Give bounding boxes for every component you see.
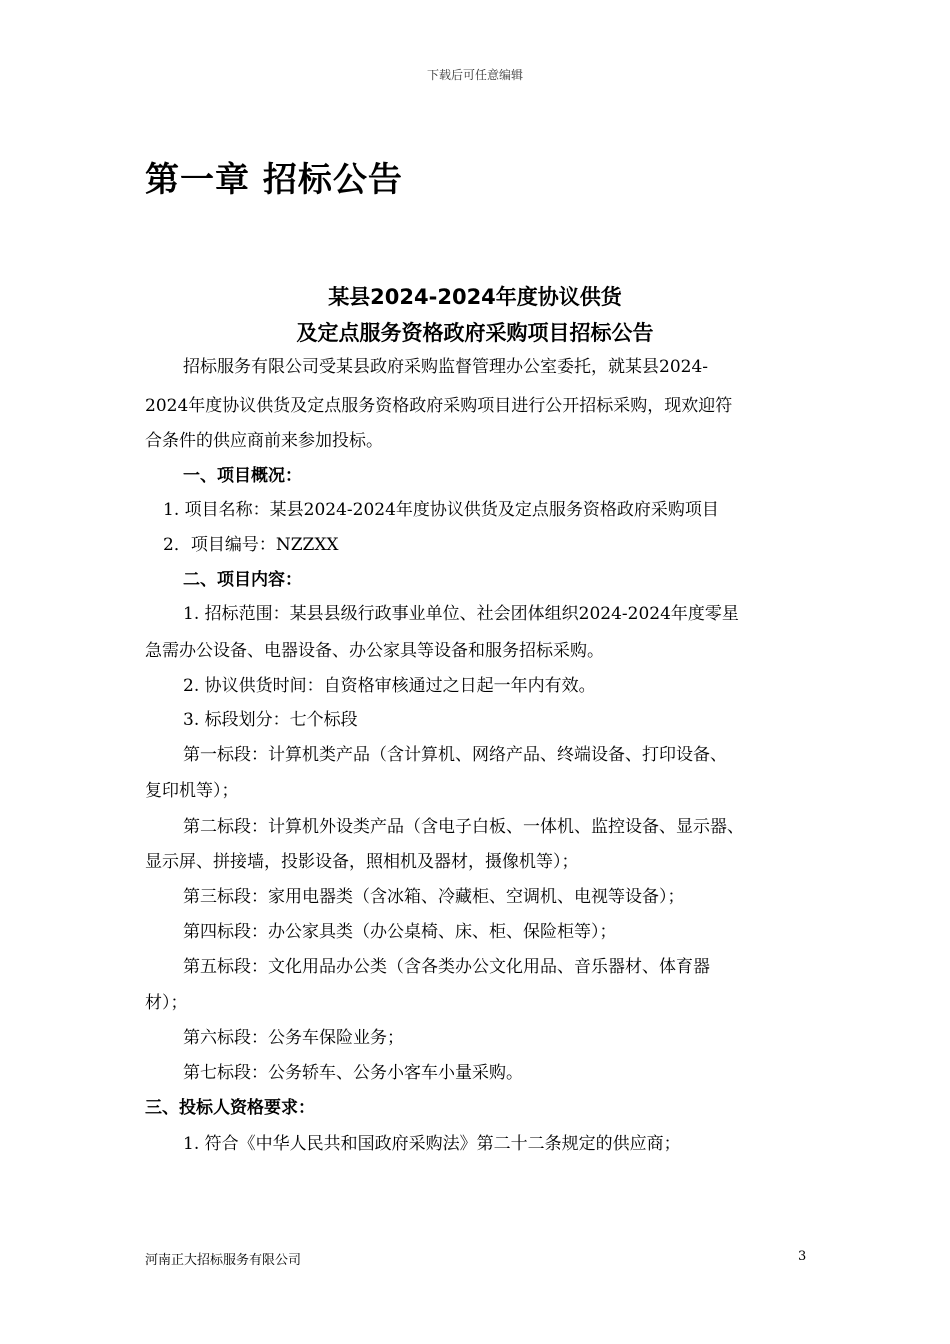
page-number: 3 [798, 1249, 807, 1264]
lot-7-line: 第七标段：公务轿车、公务小客车小量采购。 [183, 1063, 523, 1083]
lot-3-line: 第三标段：家用电器类（含冰箱、冷藏柜、空调机、电视等设备）； [183, 887, 685, 907]
intro-paragraph-line-3: 合条件的供应商前来参加投标。 [145, 431, 383, 451]
lot-5-line-2: 材）； [145, 993, 188, 1013]
lot-4-line: 第四标段：办公家具类（办公桌椅、床、柜、保险柜等）； [183, 922, 617, 942]
project-number-line: 2．项目编号：NZZXX [163, 535, 339, 555]
supply-period-line: 2. 协议供货时间：自资格审核通过之日起一年内有效。 [183, 676, 596, 696]
section-3-heading: 三、投标人资格要求： [145, 1098, 315, 1118]
lot-1-line-2: 复印机等）； [145, 781, 239, 801]
lot-6-line: 第六标段：公务车保险业务； [183, 1028, 404, 1048]
intro-paragraph-line-1: 招标服务有限公司受某县政府采购监督管理办公室委托，就某县2024- [183, 357, 709, 377]
footer-company: 河南正大招标服务有限公司 [145, 1253, 302, 1268]
scope-line-2: 急需办公设备、电器设备、办公家具等设备和服务招标采购。 [145, 641, 604, 661]
document-title-line-1: 某县2024-2024年度协议供货 [328, 285, 622, 309]
header-note: 下载后可任意编辑 [426, 68, 523, 82]
section-2-heading: 二、项目内容： [183, 570, 302, 590]
lot-division-line: 3. 标段划分：七个标段 [183, 710, 358, 730]
document-title-line-2: 及定点服务资格政府采购项目招标公告 [296, 321, 654, 345]
qualification-item-1: 1. 符合《中华人民共和国政府采购法》第二十二条规定的供应商； [183, 1134, 681, 1154]
project-name-line: 1. 项目名称：某县2024-2024年度协议供货及定点服务资格政府采购项目 [163, 500, 719, 520]
lot-1-line-1: 第一标段：计算机类产品（含计算机、网络产品、终端设备、打印设备、 [183, 745, 727, 765]
chapter-title: 第一章 招标公告 [145, 160, 403, 200]
scope-line-1: 1. 招标范围：某县县级行政事业单位、社会团体组织2024-2024年度零星 [183, 604, 739, 624]
lot-2-line-2: 显示屏、拼接墙，投影设备，照相机及器材，摄像机等）； [145, 852, 579, 872]
lot-5-line-1: 第五标段：文化用品办公类（含各类办公文化用品、音乐器材、体育器 [183, 957, 710, 977]
lot-2-line-1: 第二标段：计算机外设类产品（含电子白板、一体机、监控设备、显示器、 [183, 817, 744, 837]
section-1-heading: 一、项目概况： [183, 466, 302, 486]
intro-paragraph-line-2: 2024年度协议供货及定点服务资格政府采购项目进行公开招标采购，现欢迎符 [145, 396, 733, 416]
